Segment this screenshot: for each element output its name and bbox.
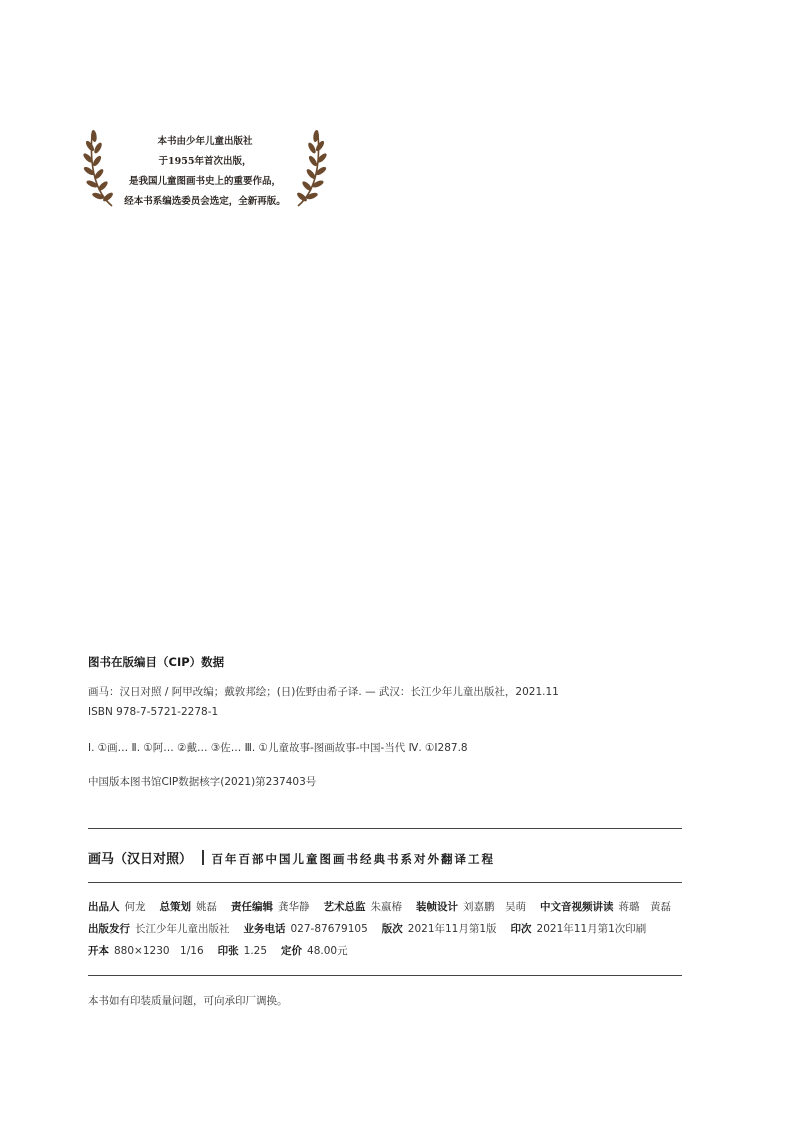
quality-notice: 本书如有印装质量问题，可向承印厂调换。 (88, 995, 288, 1007)
printing-label: 印次 (510, 923, 532, 935)
design: 刘嘉鹏 吴萌 (463, 901, 526, 913)
editor: 龚华静 (278, 901, 310, 913)
sheets-label: 印张 (217, 945, 239, 957)
phone: 027-87679105 (290, 923, 368, 935)
publisher-person-label: 出品人 (88, 901, 120, 913)
phone-label: 业务电话 (243, 923, 286, 935)
printing: 2021年11月第1次印刷 (536, 923, 647, 935)
cip-isbn: ISBN 978-7-5721-2278-1 (88, 706, 219, 718)
emblem-line: 经本书系编选委员会选定，全新再版。 (124, 196, 286, 207)
cip-classification: Ⅰ. ①画… Ⅱ. ①阿… ②戴… ③佐… Ⅲ. ①儿童故事-图画故事-中国-当代 Ⅳ. ①I287.8 (88, 742, 468, 754)
design-label: 装帧设计 (416, 901, 458, 913)
title-separator (202, 850, 204, 865)
video-label: 中文音视频讲读 (540, 901, 614, 913)
series-heading (88, 848, 495, 867)
laurel-left-icon (82, 126, 122, 212)
distributor-label: 出版发行 (88, 923, 130, 935)
laurel-right-icon (288, 126, 328, 212)
credits-row-publishing (88, 921, 660, 936)
cip-title: 图书在版编目（CIP）数据 (88, 655, 225, 669)
edition-label: 版次 (381, 923, 403, 935)
divider (88, 882, 682, 883)
art-director: 朱嬴椿 (370, 901, 402, 913)
credits-row-staff (88, 899, 685, 914)
sheets: 1.25 (243, 945, 268, 957)
price-label: 定价 (281, 945, 303, 957)
emblem-line: 于1955年首次出版， (158, 156, 252, 167)
credits-row-format (88, 943, 362, 958)
emblem-text (122, 132, 288, 212)
video: 蒋璐 黄磊 (618, 901, 671, 913)
format-label: 开本 (88, 945, 109, 957)
price: 48.00元 (307, 945, 348, 957)
chief-planner: 姚磊 (196, 901, 217, 913)
edition: 2021年11月第1版 (407, 923, 497, 935)
format: 880×1230 1/16 (114, 945, 204, 957)
first-edition-emblem (82, 122, 328, 222)
emblem-line: 是我国儿童图画书史上的重要作品， (128, 176, 281, 187)
cip-bibliographic-line: 画马：汉日对照 / 阿甲改编；戴敦邦绘；(日)佐野由希子译. — 武汉：长江少年儿童出版社，2021.11 (88, 686, 559, 698)
series-name: 百年百部中国儿童图画书经典书系对外翻译工程 (211, 852, 496, 866)
book-title: 画马（汉日对照） (88, 852, 193, 867)
editor-label: 责任编辑 (231, 901, 273, 913)
distributor: 长江少年儿童出版社 (135, 923, 230, 935)
cip-record-number: 中国版本图书馆CIP数据核字(2021)第237403号 (88, 776, 317, 788)
publisher-person: 何龙 (124, 901, 146, 913)
divider (88, 828, 682, 829)
emblem-line: 本书由少年儿童出版社 (157, 136, 253, 147)
chief-planner-label: 总策划 (159, 901, 191, 913)
art-director-label: 艺术总监 (323, 901, 366, 913)
divider (88, 975, 682, 976)
